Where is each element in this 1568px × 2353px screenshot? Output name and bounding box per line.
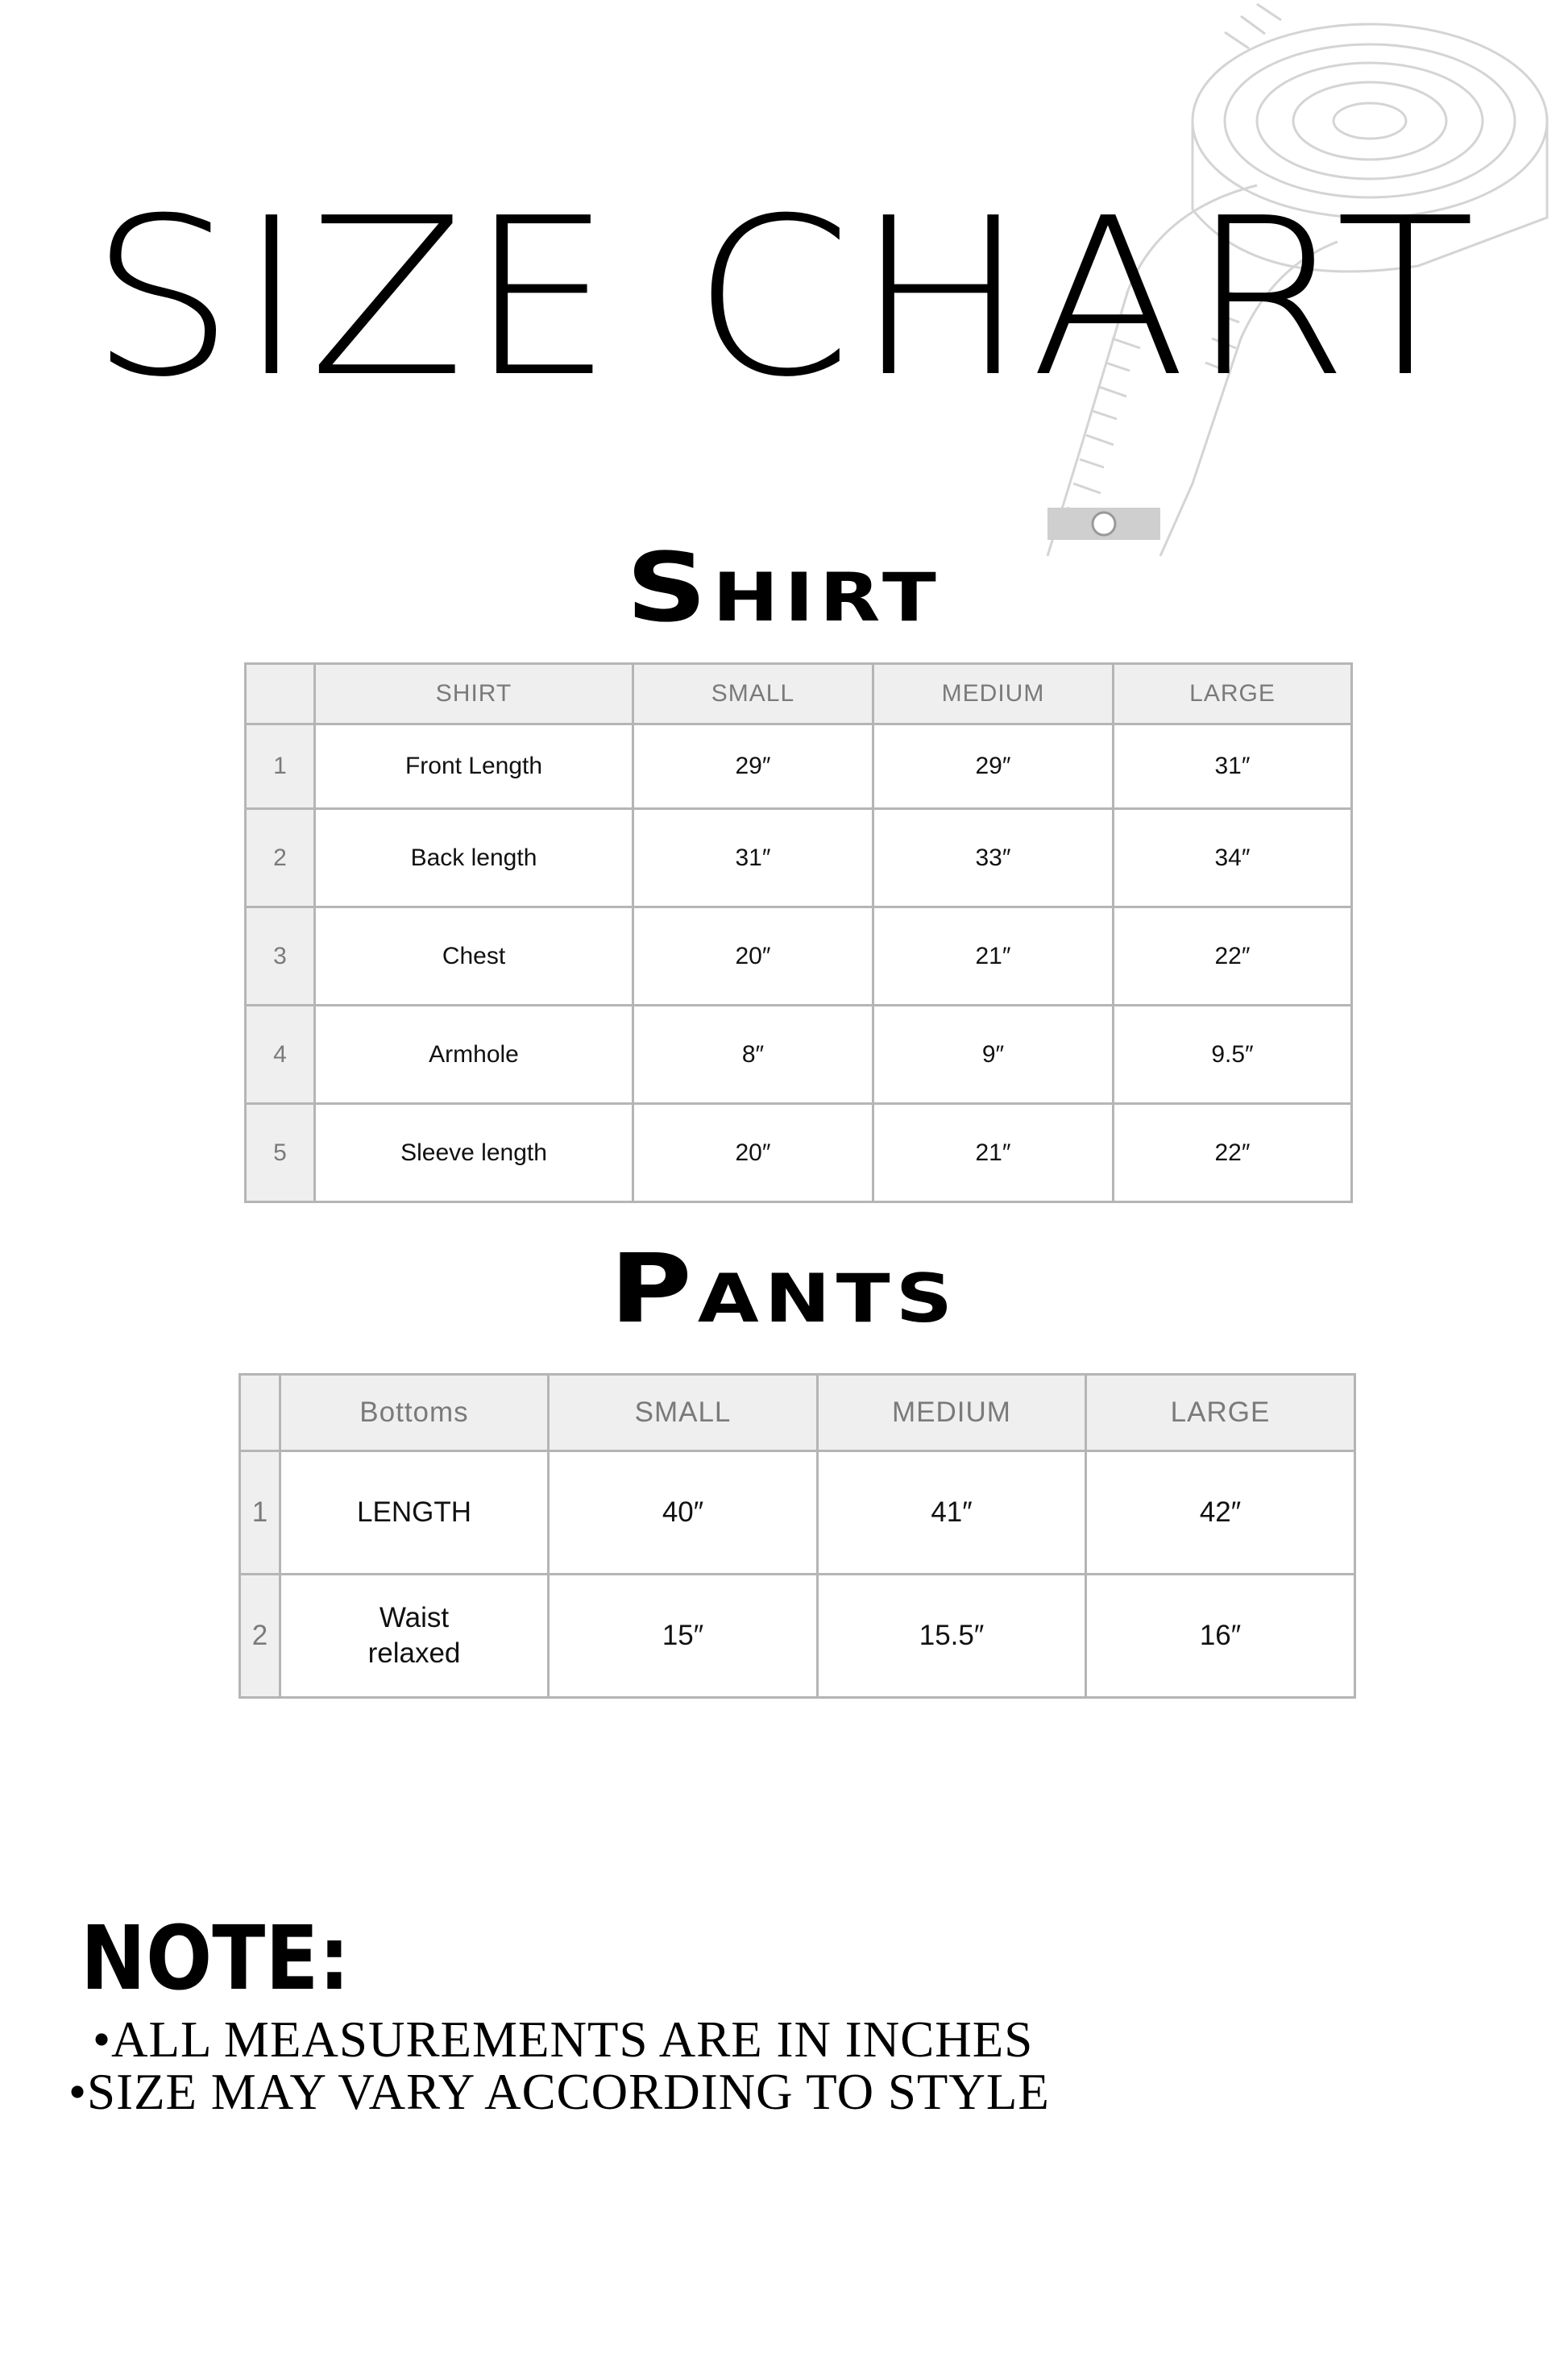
note-line-measurements: •ALL MEASUREMENTS ARE IN INCHES	[93, 2011, 1034, 2068]
note-title: NOTE:	[81, 1907, 351, 2010]
table-header-large: LARGE	[1086, 1375, 1355, 1451]
table-header-small: SMALL	[549, 1375, 818, 1451]
cell-large: 34″	[1114, 809, 1352, 907]
cell-medium: 21″	[873, 907, 1114, 1006]
row-index: 2	[246, 809, 315, 907]
pants-size-table	[239, 1373, 1356, 1699]
shirt-size-table	[244, 662, 1353, 1203]
cell-large: 9.5″	[1114, 1006, 1352, 1104]
row-index: 4	[246, 1006, 315, 1104]
table-header-row	[246, 664, 1352, 724]
cell-small: 15″	[549, 1575, 818, 1698]
table-header-label: Bottoms	[280, 1375, 549, 1451]
cell-medium: 33″	[873, 809, 1114, 907]
table-header-large: LARGE	[1114, 664, 1352, 724]
table-row	[246, 1006, 1352, 1104]
table-row	[246, 809, 1352, 907]
cell-small: 40″	[549, 1451, 818, 1575]
cell-medium: 29″	[873, 724, 1114, 809]
cell-large: 42″	[1086, 1451, 1355, 1575]
row-index: 1	[240, 1451, 280, 1575]
cell-medium: 15.5″	[818, 1575, 1086, 1698]
table-header-index	[246, 664, 315, 724]
row-label: LENGTH	[280, 1451, 549, 1575]
cell-small: 20″	[633, 1104, 873, 1202]
pants-section-title: Pants	[609, 1233, 959, 1344]
row-index: 2	[240, 1575, 280, 1698]
shirt-section-title: Shirt	[626, 532, 942, 643]
table-header-medium: MEDIUM	[873, 664, 1114, 724]
cell-small: 31″	[633, 809, 873, 907]
table-header-label: SHIRT	[315, 664, 633, 724]
row-index: 5	[246, 1104, 315, 1202]
table-row	[246, 1104, 1352, 1202]
cell-large: 31″	[1114, 724, 1352, 809]
row-index: 1	[246, 724, 315, 809]
table-header-small: SMALL	[633, 664, 873, 724]
table-header-index	[240, 1375, 280, 1451]
row-label: Front Length	[315, 724, 633, 809]
row-label: Armhole	[315, 1006, 633, 1104]
table-row	[240, 1575, 1355, 1698]
row-label: Back length	[315, 809, 633, 907]
cell-small: 8″	[633, 1006, 873, 1104]
cell-medium: 41″	[818, 1451, 1086, 1575]
cell-large: 22″	[1114, 1104, 1352, 1202]
page-title: SIZE CHART	[89, 171, 1479, 425]
table-row	[246, 724, 1352, 809]
row-label: Sleeve length	[315, 1104, 633, 1202]
cell-medium: 21″	[873, 1104, 1114, 1202]
cell-small: 20″	[633, 907, 873, 1006]
row-label: Chest	[315, 907, 633, 1006]
table-header-row	[240, 1375, 1355, 1451]
note-line-size-variation: •SIZE MAY VARY ACCORDING TO STYLE	[68, 2064, 1050, 2120]
cell-large: 16″	[1086, 1575, 1355, 1698]
cell-medium: 9″	[873, 1006, 1114, 1104]
table-row	[240, 1451, 1355, 1575]
row-label: Waist relaxed	[280, 1575, 549, 1698]
row-index: 3	[246, 907, 315, 1006]
table-header-medium: MEDIUM	[818, 1375, 1086, 1451]
table-row	[246, 907, 1352, 1006]
cell-large: 22″	[1114, 907, 1352, 1006]
cell-small: 29″	[633, 724, 873, 809]
